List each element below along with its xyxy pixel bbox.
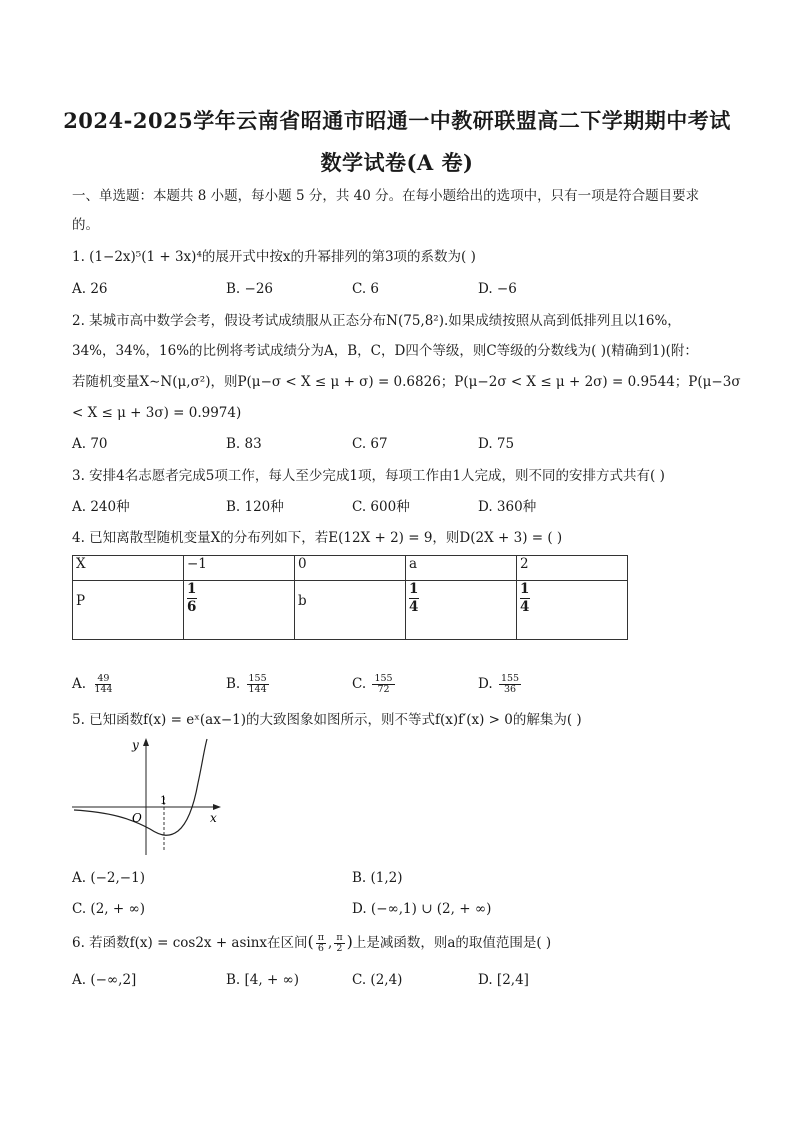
close-paren: )	[346, 932, 353, 951]
origin-label: O	[132, 811, 142, 825]
fraction-denominator: 144	[94, 684, 113, 695]
fraction-denominator: 36	[503, 684, 517, 695]
fraction-numerator: 1	[409, 581, 419, 597]
fraction-numerator: 155	[248, 673, 267, 684]
option-label: B.	[226, 676, 241, 692]
q4-option-b	[226, 674, 271, 695]
question-6-text: 6. 若函数f(x) = cos2x + asinx在区间	[72, 935, 308, 951]
question-6: 6. 若函数f(x) = cos2x + asinx在区间( $\frac{\pi}{6}$ , $\frac{\pi}{2}$ )上是减函数，则a的取值范围是( )	[72, 932, 552, 954]
section-instructions-cont: 的。	[72, 217, 99, 233]
x-axis-arrow	[213, 804, 221, 810]
table-row	[73, 556, 628, 581]
fraction	[334, 933, 344, 954]
table-cell: b	[295, 581, 406, 640]
fraction	[520, 581, 530, 616]
function-graph	[70, 735, 230, 857]
question-2-line4: < X ≤ μ + 3σ) = 0.9974)	[72, 405, 242, 421]
q4-option-d	[478, 674, 523, 695]
q3-option-d: D. 360种	[478, 499, 537, 515]
fraction-numerator: π	[336, 932, 343, 943]
fraction-numerator: 49	[97, 673, 110, 684]
x-axis-label: x	[210, 811, 217, 825]
q1-option-c: C. 6	[352, 281, 380, 297]
fraction	[372, 674, 394, 695]
q6-option-d: D. [2,4]	[478, 972, 529, 988]
fraction	[409, 581, 419, 616]
fraction-denominator: 4	[520, 599, 530, 615]
q1-option-a: A. 26	[72, 281, 108, 297]
q3-option-b: B. 120种	[226, 499, 284, 515]
fraction-denominator: 2	[336, 943, 343, 954]
fraction-numerator: 155	[500, 673, 520, 684]
tick-label: 1	[160, 794, 167, 807]
q5-option-b: B. (1,2)	[352, 870, 403, 886]
question-2: 2. 某城市高中数学会考，假设考试成绩服从正态分布N(75,8²).如果成绩按照从高到低排列且以16%，	[72, 313, 681, 329]
table-cell: 0	[295, 556, 406, 581]
q5-option-d: D. (−∞,1) ∪ (2, + ∞)	[352, 901, 492, 917]
table-cell: −1	[184, 556, 295, 581]
exam-subtitle: 数学试卷(A 卷)	[320, 150, 474, 175]
fraction-denominator: 6	[187, 599, 197, 615]
option-label: C.	[352, 676, 367, 692]
fraction	[247, 674, 269, 695]
fraction-numerator: 1	[520, 581, 530, 597]
fraction	[92, 674, 114, 695]
exam-title: 2024-2025学年云南省昭通市昭通一中教研联盟高二下学期期中考试	[63, 108, 731, 133]
q1-option-d: D. −6	[478, 281, 517, 297]
q3-option-c: C. 600种	[352, 499, 410, 515]
fraction-numerator: 1	[187, 581, 197, 597]
question-3: 3. 安排4名志愿者完成5项工作，每人至少完成1项，每项工作由1人完成，则不同的安排方式共有( )	[72, 468, 665, 484]
table-cell	[517, 581, 628, 640]
option-label: A.	[72, 676, 87, 692]
q5-option-c: C. (2, + ∞)	[72, 901, 145, 917]
y-axis-label: y	[132, 738, 139, 752]
fraction-numerator: 155	[374, 673, 393, 684]
question-6-text-cont: 上是减函数，则a的取值范围是( )	[352, 935, 552, 951]
question-1: 1. (1−2x)⁵(1 + 3x)⁴的展开式中按x的升幂排列的第3项的系数为( )	[72, 249, 476, 265]
q2-option-a: A. 70	[72, 436, 108, 452]
question-2-line2: 34%，34%，16%的比例将考试成绩分为A，B，C，D四个等级，则C等级的分数线为( )(精确到1)(附：	[72, 343, 698, 359]
fraction	[499, 674, 521, 695]
q2-option-c: C. 67	[352, 436, 388, 452]
q6-option-b: B. [4, + ∞)	[226, 972, 300, 988]
q2-option-d: D. 75	[478, 436, 515, 452]
table-cell: a	[406, 556, 517, 581]
option-label: D.	[478, 676, 493, 692]
table-cell: P	[73, 581, 184, 640]
table-cell	[406, 581, 517, 640]
open-paren: (	[307, 932, 314, 951]
section-instructions: 一、单选题：本题共 8 小题，每小题 5 分，共 40 分。在每小题给出的选项中，只有一项是符合题目要求	[72, 188, 700, 204]
table-cell	[184, 581, 295, 640]
question-5: 5. 已知函数f(x) = eˣ(ax−1)的大致图象如图所示，则不等式f(x)f′(x) > 0的解集为( )	[72, 712, 582, 728]
distribution-table	[72, 555, 628, 640]
fraction-denominator: 4	[409, 599, 419, 615]
q2-option-b: B. 83	[226, 436, 262, 452]
table-cell: X	[73, 556, 184, 581]
q6-option-c: C. (2,4)	[352, 972, 403, 988]
fraction	[187, 581, 197, 616]
fraction-denominator: 6	[317, 943, 324, 954]
fraction-numerator: π	[317, 932, 325, 943]
question-4: 4. 已知离散型随机变量X的分布列如下，若E(12X + 2) = 9，则D(2X + 3) = ( )	[72, 530, 563, 546]
q3-option-a: A. 240种	[72, 499, 130, 515]
question-2-line3: 若随机变量X∼N(μ,σ²)，则P(μ−σ < X ≤ μ + σ) = 0.6826；P(μ−2σ < X ≤ μ + 2σ) = 0.9544；P(μ−3σ	[72, 374, 741, 390]
q4-option-a	[72, 674, 116, 695]
fraction-denominator: 144	[248, 684, 267, 695]
q4-option-c	[352, 674, 397, 695]
table-cell: 2	[517, 556, 628, 581]
fraction	[316, 933, 326, 954]
q1-option-b: B. −26	[226, 281, 273, 297]
y-axis-arrow	[143, 738, 149, 746]
q5-option-a: A. (−2,−1)	[72, 870, 145, 886]
q6-option-a: A. (−∞,2]	[72, 972, 137, 988]
fraction-denominator: 72	[377, 684, 390, 695]
table-row	[73, 581, 628, 640]
